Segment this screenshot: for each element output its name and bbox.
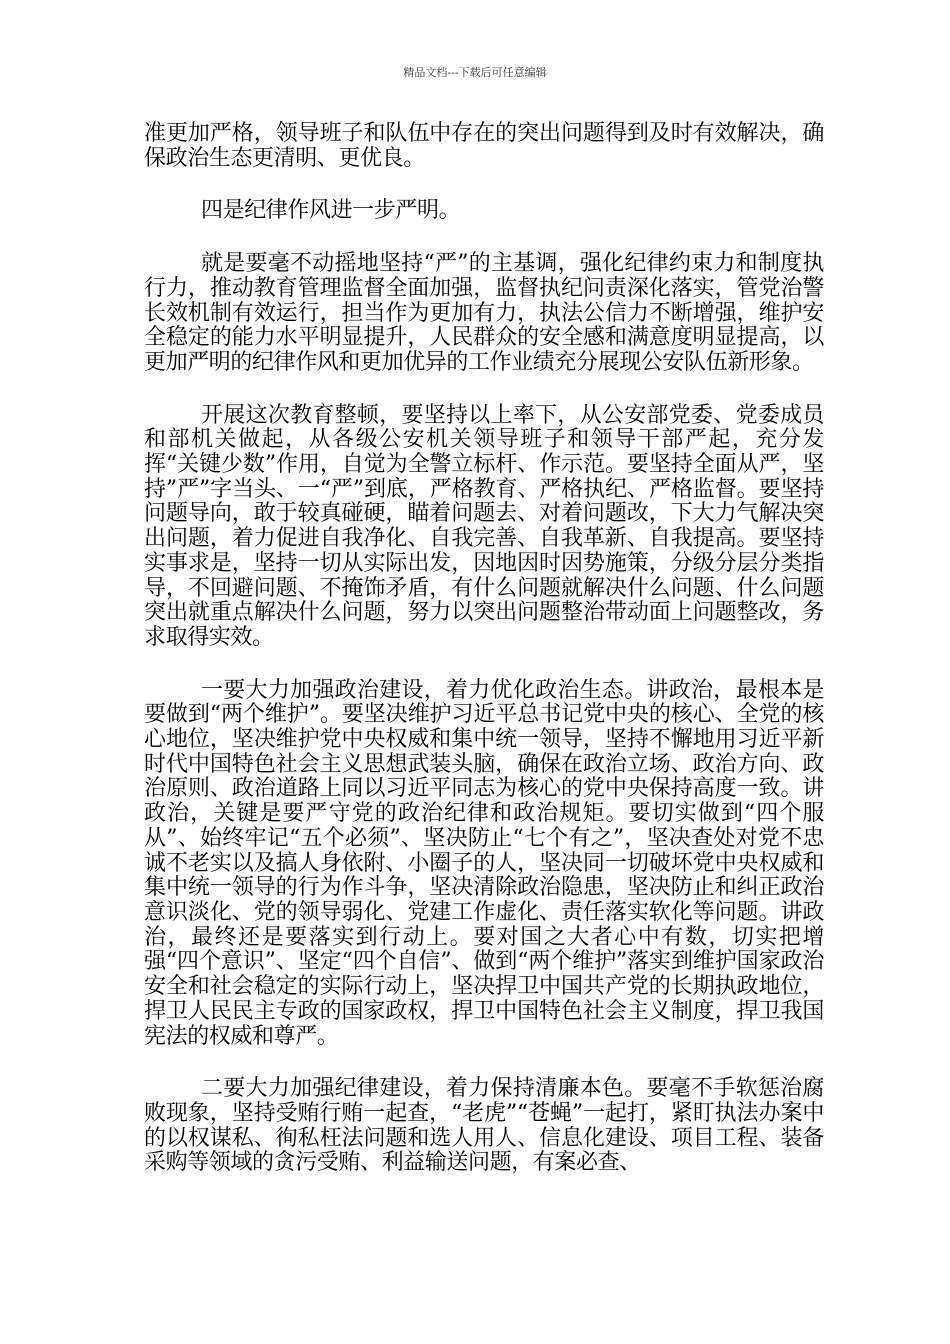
paragraph-3: 就是要毫不动摇地坚持“严”的主基调，强化纪律约束力和制度执行力，推动教育管理监督全面加强，监督执纪问责深化落实，管党治警长效机制有效运行，担当作为更加有力，执法公信力不断增强，维护安全稳定的能力水平明显提升，人民群众的安全感和满意度明显提高，以更加严明的纪律作风和更加优异的工作业绩充分展现公安队伍新形象。 bbox=[144, 251, 824, 375]
paragraph-4: 开展这次教育整顿，要坚持以上率下，从公安部党委、党委成员和部机关做起，从各级公安机关领导班子和领导干部严起，充分发挥“关键少数”作用，自觉为全警立标杆、作示范。要坚持全面从严，坚持”严”字当头、一“严”到底，严格教育、严格执纪、严格监督。要坚持问题导向，敢于较真碰硬，瞄着问题去、对着问题改，下大力气解决突出问题，着力促进自我净化、自我完善、自我革新、自我提高。要坚持实事求是，坚持一切从实际出发，因地因时因势施策，分级分层分类指导，不回避问题、不掩饰矛盾，有什么问题就解决什么问题、什么问题突出就重点解决什么问题，努力以突出问题整治带动面上问题整改，务求取得实效。 bbox=[144, 402, 824, 650]
paragraph-5: 一要大力加强政治建设，着力优化政治生态。讲政治，最根本是要做到“两个维护”。要坚决维护习近平总书记党中央的核心、全党的核心地位，坚决维护党中央权威和集中统一领导，坚持不懈地用习近平新时代中国特色社会主义思想武装头脑，确保在政治立场、政治方向、政治原则、政治道路上同以习近平同志为核心的党中央保持高度一致。讲政治，关键是要严守党的政治纪律和政治规矩。要切实做到“四个服从”、始终牢记“五个必须”、坚决防止“七个有之”，坚决查处对党不忠诚不老实以及搞人身依附、小圈子的人，坚决同一切破坏党中央权威和集中统一领导的行为作斗争，坚决清除政治隐患，坚决防止和纠正政治意识淡化、党的领导弱化、党建工作虚化、责任落实软化等问题。讲政治，最终还是要落实到行动上。要对国之大者心中有数，切实把增强“四个意识”、坚定“四个自信”、做到“两个维护”落实到维护国家政治安全和社会稳定的实际行动上，坚决捍卫中国共产党的长期执政地位，捍卫人民民主专政的国家政权，捍卫中国特色社会主义制度，捍卫我国宪法的权威和尊严。 bbox=[144, 677, 824, 1049]
paragraph-2: 四是纪律作风进一步严明。 bbox=[201, 198, 461, 224]
page-header: 精品文档---下载后可任意编辑 bbox=[403, 66, 547, 79]
paragraph-6: 二要大力加强纪律建设，着力保持清廉本色。要毫不手软惩治腐败现象，坚持受贿行贿一起查，“老虎”“苍蝇”一起打，紧盯执法办案中的以权谋私、徇私枉法问题和选人用人、信息化建设、项目工程、装备采购等领域的贪污受贿、利益输送问题，有案必查、 bbox=[144, 1076, 824, 1176]
document-body bbox=[144, 122, 824, 1204]
paragraph-1: 准更加严格，领导班子和队伍中存在的突出问题得到及时有效解决，确保政治生态更清明、更优良。 bbox=[144, 121, 824, 171]
